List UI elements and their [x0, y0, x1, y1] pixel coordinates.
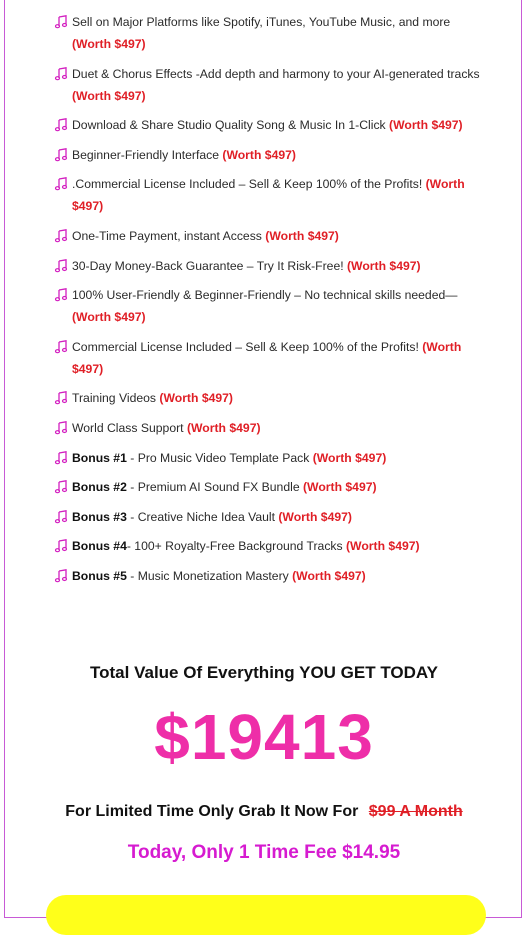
- bonus-item: [54, 565, 484, 587]
- music-note-icon: [54, 176, 68, 190]
- bonus-text: - Creative Niche Idea Vault: [126, 509, 279, 524]
- list-item: [54, 114, 484, 136]
- music-note-icon: [54, 538, 68, 552]
- music-note-icon: [54, 228, 68, 242]
- buy-button[interactable]: [46, 895, 486, 935]
- bonus-item: [54, 476, 484, 498]
- today-price-text: Today, Only 1 Time Fee $14.95: [127, 842, 401, 863]
- bonus-text: - 100+ Royalty-Free Background Tracks: [126, 539, 346, 554]
- item-text: One-Time Payment, instant Access: [72, 228, 266, 243]
- list-item: [54, 284, 484, 328]
- total-value-price: $19413: [154, 701, 374, 773]
- worth-label: (Worth $497): [389, 118, 463, 133]
- item-text: Duet & Chorus Effects -Add depth and harmony to your AI-generated tracks: [72, 66, 480, 81]
- worth-label: (Worth $497): [72, 339, 462, 376]
- list-item: [54, 417, 484, 439]
- list-item: [54, 255, 484, 277]
- item-text: 100% User-Friendly & Beginner-Friendly – No technical skills needed—: [72, 288, 458, 303]
- bonus-text: - Premium AI Sound FX Bundle: [126, 480, 303, 495]
- music-note-icon: [54, 568, 68, 582]
- bonus-item: [54, 506, 484, 528]
- music-note-icon: [54, 420, 68, 434]
- list-item: [54, 11, 484, 55]
- bonus-label: Bonus #5: [72, 568, 127, 583]
- list-item: [54, 63, 484, 107]
- list-item: [54, 173, 484, 217]
- worth-label: (Worth $497): [265, 228, 339, 243]
- bonus-label: Bonus #2: [72, 480, 127, 495]
- list-item: [54, 336, 484, 380]
- music-note-icon: [54, 147, 68, 161]
- worth-label: (Worth $497): [186, 420, 261, 435]
- music-note-icon: [54, 14, 68, 28]
- music-note-icon: [54, 509, 68, 523]
- music-note-icon: [54, 390, 68, 404]
- limited-offer-text: [0, 803, 528, 821]
- limited-offer-label: For Limited Time Only Grab It Now For: [65, 803, 363, 820]
- bonus-item: [54, 447, 484, 469]
- music-note-icon: [54, 479, 68, 493]
- total-value-heading: Total Value Of Everything YOU GET TODAY: [90, 663, 438, 682]
- item-text: Sell on Major Platforms like Spotify, iTunes, YouTube Music, and more: [72, 15, 451, 29]
- music-note-icon: [54, 258, 68, 272]
- item-text: Commercial License Included – Sell & Keep 100% of the Profits!: [72, 339, 423, 354]
- worth-label: (Worth $497): [72, 177, 465, 214]
- item-text: World Class Support: [72, 420, 187, 435]
- list-item: [54, 387, 484, 409]
- features-list: [54, 11, 484, 595]
- music-note-icon: [54, 287, 68, 301]
- list-item: [54, 225, 484, 247]
- worth-label: (Worth $497): [72, 88, 146, 103]
- worth-label: (Worth $497): [292, 568, 366, 583]
- music-note-icon: [54, 66, 68, 80]
- worth-label: (Worth $497): [278, 509, 352, 524]
- bonus-text: - Music Monetization Mastery: [126, 568, 293, 583]
- worth-label: (Worth $497): [312, 450, 387, 465]
- worth-label: (Worth $497): [346, 539, 420, 554]
- item-text: Beginner-Friendly Interface: [72, 147, 223, 162]
- worth-label: (Worth $497): [222, 147, 296, 162]
- item-text: .Commercial License Included – Sell & Keep 100% of the Profits!: [72, 177, 426, 192]
- music-note-icon: [54, 450, 68, 464]
- bonus-label: Bonus #4: [72, 539, 127, 554]
- bonus-label: Bonus #1: [72, 450, 127, 465]
- bonus-label: Bonus #3: [72, 509, 127, 524]
- worth-label: (Worth $497): [159, 391, 233, 406]
- music-note-icon: [54, 117, 68, 131]
- item-text: Training Videos: [72, 391, 160, 406]
- old-price: $99 A Month: [368, 803, 463, 820]
- bonus-item: [54, 535, 484, 557]
- worth-label: (Worth $497): [72, 310, 146, 325]
- worth-label: (Worth $497): [347, 258, 421, 273]
- bonus-text: - Pro Music Video Template Pack: [126, 450, 313, 465]
- item-text: 30-Day Money-Back Guarantee – Try It Risk-Free!: [72, 258, 347, 273]
- music-note-icon: [54, 339, 68, 353]
- worth-label: (Worth $497): [302, 480, 377, 495]
- list-item: [54, 144, 484, 166]
- worth-label: (Worth $497): [72, 37, 146, 51]
- item-text: Download & Share Studio Quality Song & Music In 1-Click: [72, 118, 390, 133]
